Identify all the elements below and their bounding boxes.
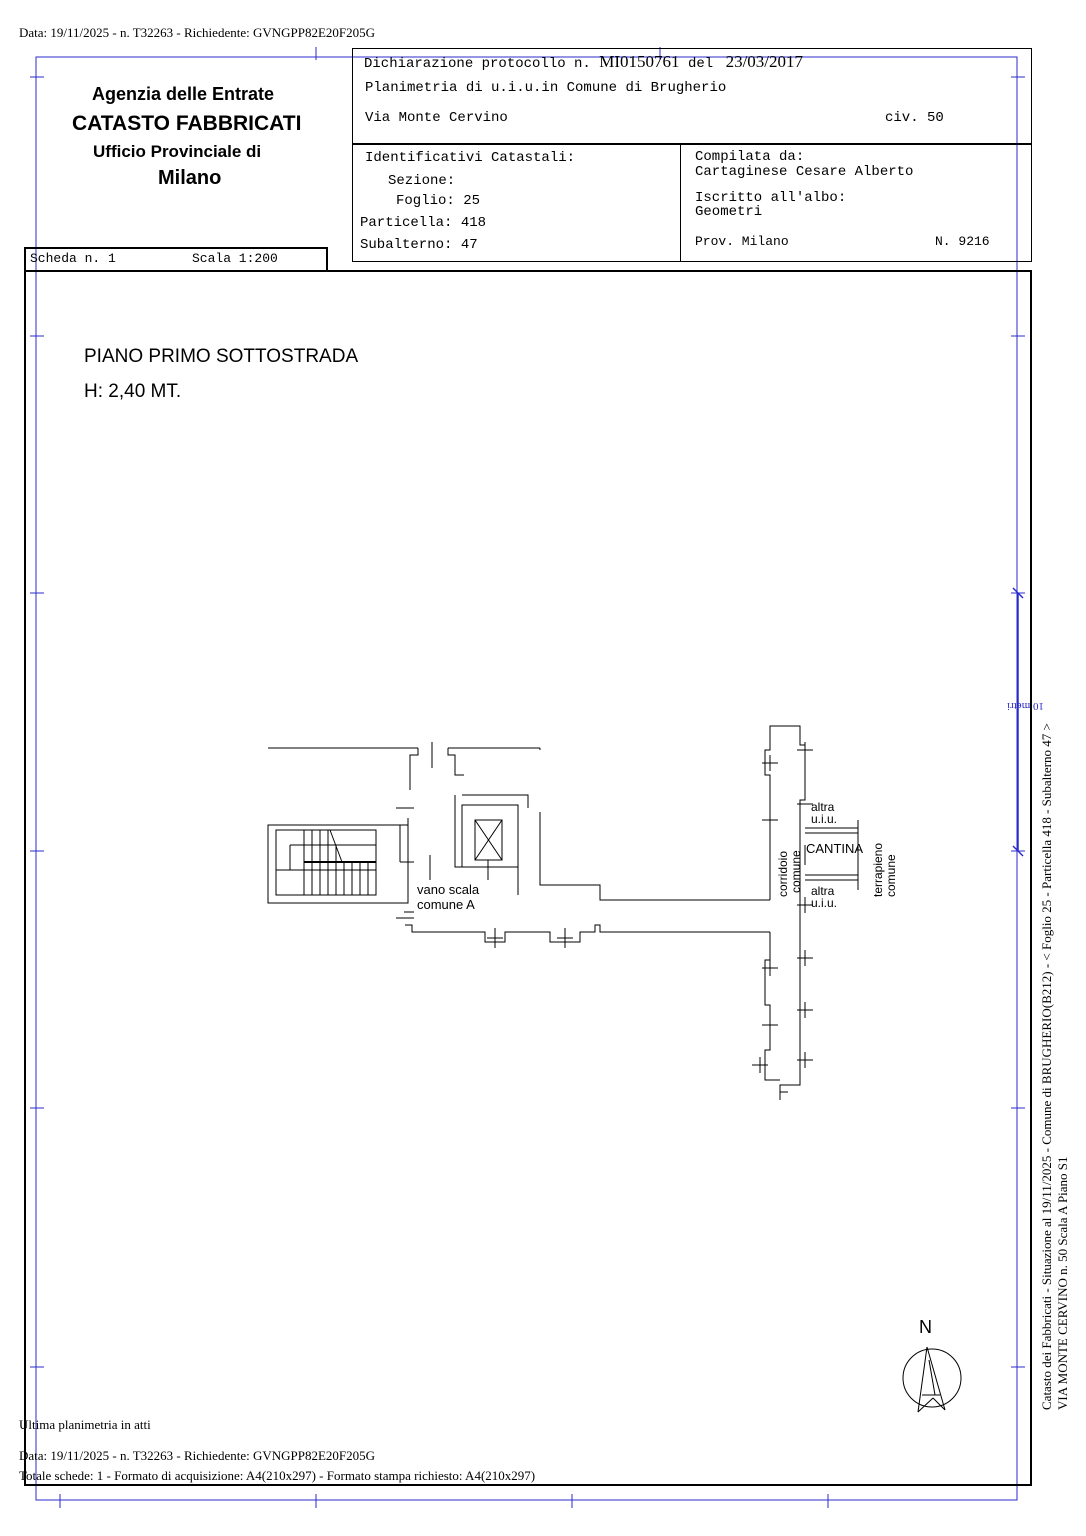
floor-title: PIANO PRIMO SOTTOSTRADA — [84, 346, 359, 367]
declaration-number: MI0150761 — [599, 52, 680, 71]
albo-value: Geometri — [695, 204, 763, 220]
label-uiu-top: u.i.u. — [811, 812, 838, 826]
planimetria-line: Planimetria di u.i.u.in Comune di Brugherio — [365, 80, 727, 96]
footer-last-plan: Ultima planimetria in atti — [19, 1417, 151, 1432]
sezione-field: Sezione: — [388, 173, 456, 189]
particella-field: Particella: 418 — [360, 215, 487, 231]
declaration-label: Dichiarazione protocollo n. — [364, 56, 591, 72]
footer-request-line: Data: 19/11/2025 - n. T32263 - Richiedente: GVNGPP82E20F205G — [19, 1448, 376, 1463]
label-altra-bot: altra — [811, 884, 835, 898]
footer-format-line: Totale schede: 1 - Formato di acquisizione: A4(210x297) - Formato stampa richiesto: A4(210x297) — [19, 1468, 536, 1483]
side-caption-line2: VIA MONTE CERVINO n. 50 Scala A Piano S1 — [1055, 1156, 1070, 1410]
agency-name: Agenzia delle Entrate — [92, 84, 275, 104]
compiler-label: Compilata da: — [695, 149, 805, 165]
province: Prov. Milano — [695, 234, 789, 249]
header-request-line: Data: 19/11/2025 - n. T32263 - Richiedente: GVNGPP82E20F205G — [19, 25, 376, 40]
label-cantina: CANTINA — [806, 841, 864, 856]
scale-bar-label: 10 metri — [1007, 700, 1044, 712]
scheda-scale: Scala 1:200 — [192, 251, 278, 266]
label-terrapieno: terrapieno — [871, 842, 885, 897]
floor-height: H: 2,40 MT. — [84, 381, 182, 402]
label-corridoio-comune: comune — [789, 850, 803, 893]
office-label: Ufficio Provinciale di — [93, 142, 262, 161]
identifiers-title: Identificativi Catastali: — [365, 150, 576, 166]
north-label: N — [919, 1317, 932, 1337]
declaration-date: 23/03/2017 — [725, 52, 804, 71]
albo-label: Iscritto all'albo: — [695, 190, 847, 206]
albo-number: N. 9216 — [935, 234, 990, 249]
foglio-field: Foglio: 25 — [396, 193, 481, 209]
office-city: Milano — [158, 167, 222, 189]
label-comune-a: comune A — [417, 897, 475, 912]
label-uiu-bot: u.i.u. — [811, 896, 838, 910]
label-terrapieno-comune: comune — [884, 854, 898, 897]
address-line: Via Monte Cervino — [365, 110, 508, 126]
compiler-name: Cartaginese Cesare Alberto — [695, 164, 914, 180]
side-caption-line1: Catasto dei Fabbricati - Situazione al 19/11/2025 - Comune di BRUGHERIO(B212) - < Foglio 25 - Particella 418 - Subalterno 47 > — [1039, 723, 1054, 1410]
subalterno-field: Subalterno: 47 — [360, 237, 478, 253]
north-arrow — [903, 1347, 961, 1412]
label-altra-top: altra — [811, 800, 835, 814]
declaration-del: del — [687, 56, 714, 72]
civic-number: civ. 50 — [885, 110, 944, 126]
catasto-title: CATASTO FABBRICATI — [72, 112, 302, 135]
label-corridoio: corridoio — [776, 850, 790, 897]
scheda-number: Scheda n. 1 — [30, 251, 116, 266]
label-vano-scala: vano scala — [417, 882, 480, 897]
